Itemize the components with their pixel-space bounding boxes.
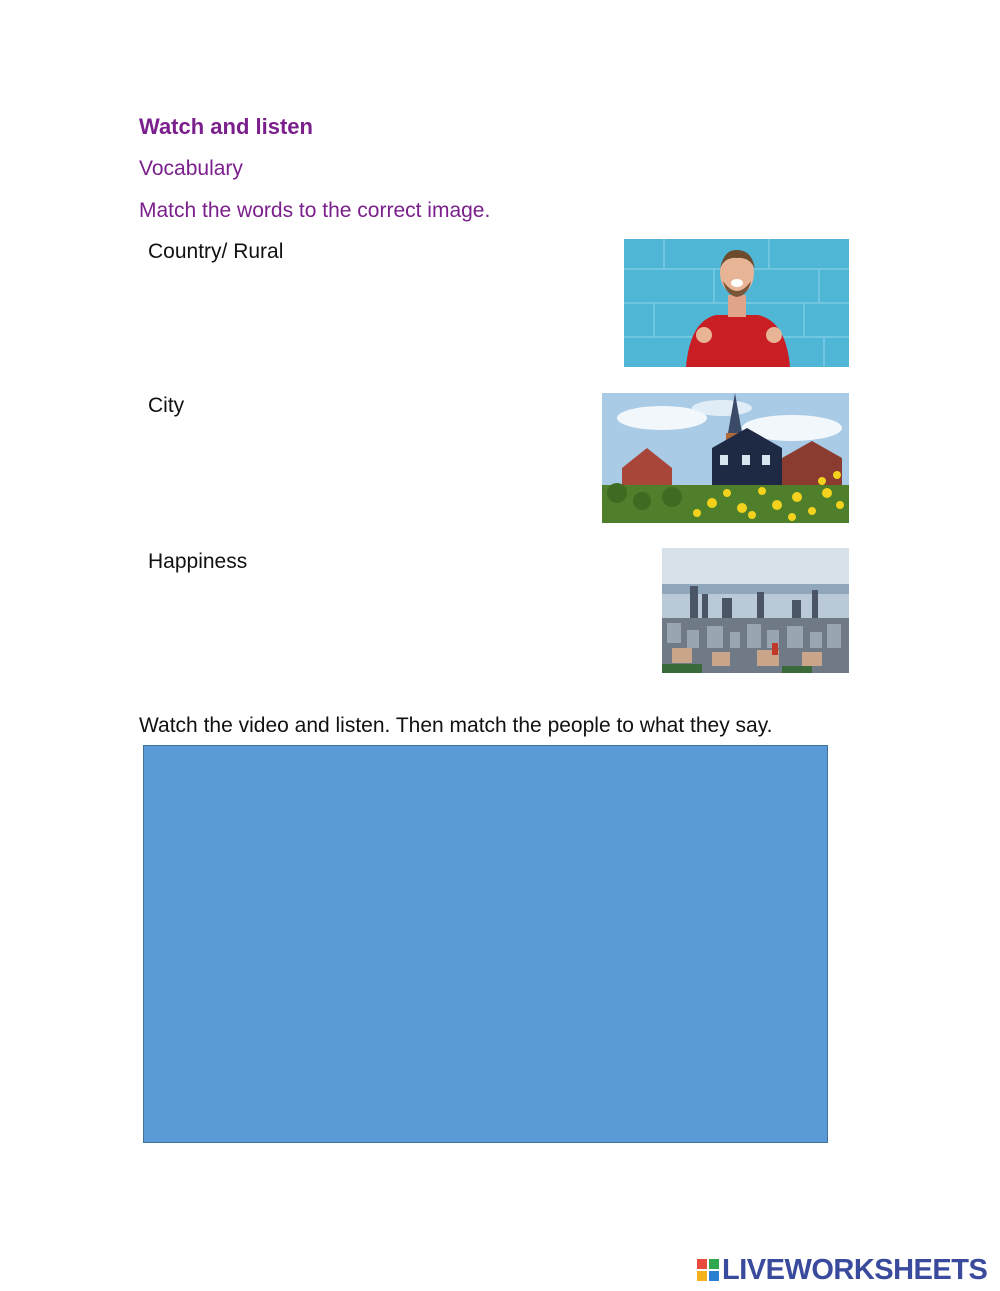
word-happiness[interactable]: Happiness (148, 550, 248, 573)
village-image[interactable] (602, 393, 849, 523)
word-country[interactable]: Country/ Rural (148, 240, 284, 263)
happy-man-image[interactable] (624, 239, 849, 367)
logo-blocks-icon (697, 1259, 719, 1281)
city-skyline-image[interactable] (662, 548, 849, 673)
section-label: Vocabulary (139, 157, 243, 180)
video-instruction: Watch the video and listen. Then match the people to what they say. (139, 714, 773, 737)
video-placeholder[interactable] (143, 745, 828, 1143)
page-title: Watch and listen (139, 114, 313, 139)
logo-text: LIVEWORKSHEETS (722, 1253, 988, 1286)
word-city[interactable]: City (148, 394, 185, 417)
match-instruction: Match the words to the correct image. (139, 199, 491, 222)
liveworksheets-logo (697, 1254, 987, 1286)
